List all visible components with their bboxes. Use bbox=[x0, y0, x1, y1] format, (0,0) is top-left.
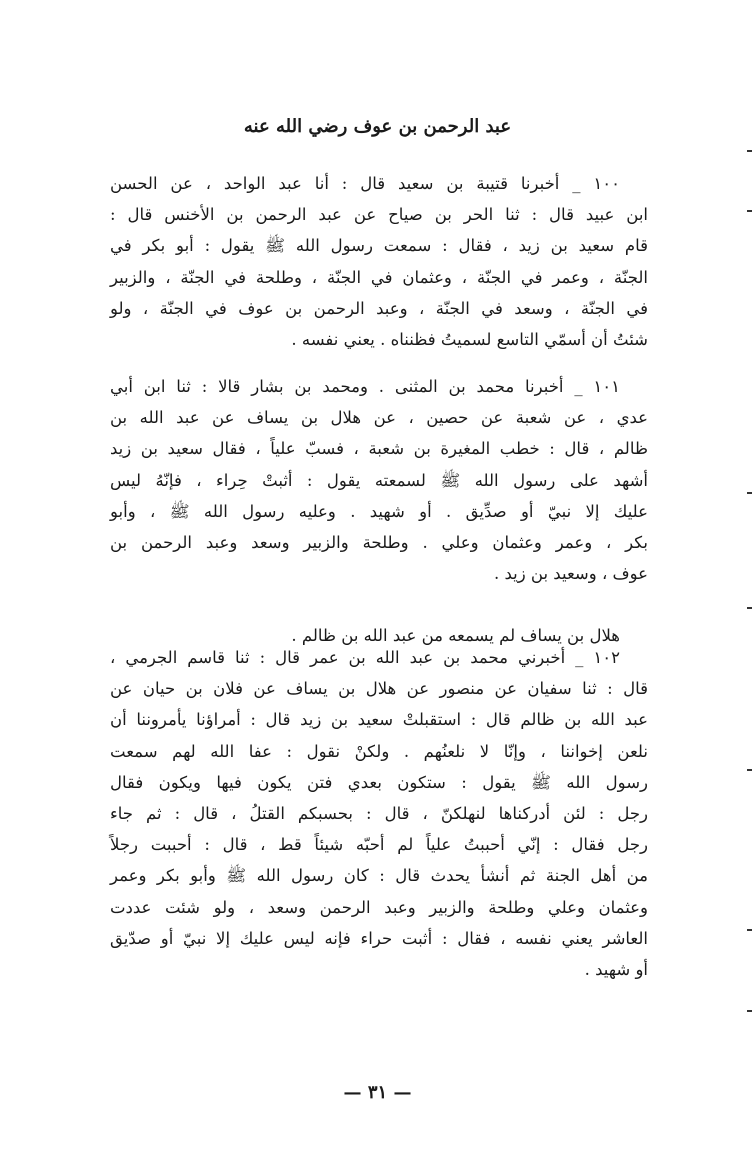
margin-mark bbox=[747, 607, 752, 609]
text-line: وعثمان وعلي وطلحة والزبير وعبد الرحمن وسعد ، ولو شئت عددت bbox=[110, 897, 648, 917]
text-line: الجنّة ، وعمر في الجنّة ، وعثمان في الجنّة ، وطلحة في الجنّة ، والزبير bbox=[110, 267, 648, 287]
text-line: عبد الله بن ظالم قال : استقبلتْ سعيد بن زيد قال : أمراؤنا يأمروننا أن bbox=[110, 710, 648, 730]
text-line: أو شهيد . bbox=[584, 959, 648, 979]
margin-mark bbox=[747, 150, 752, 152]
text-line: عليك إلا نبيّ أو صدِّيق . أو شهيد . وعليه رسول الله ﷺ ، وأبو bbox=[110, 501, 648, 521]
text-line: بكر ، وعمر وعثمان وعلي . وطلحة والزبير وسعد وعبد الرحمن بن bbox=[110, 532, 648, 552]
hadith-102 bbox=[110, 642, 648, 985]
margin-mark bbox=[747, 492, 752, 494]
text-line: قام سعيد بن زيد ، فقال : سمعت رسول الله ﷺ يقول : أبو بكر في bbox=[110, 236, 648, 256]
margin-mark bbox=[747, 929, 752, 931]
margin-mark bbox=[747, 769, 752, 771]
page-number: — ٣١ — bbox=[343, 1082, 412, 1103]
text-line: نلعن إخواننا ، وإنّا لا نلعنُهم . ولكنْ نقول : عفا الله لهم سمعت bbox=[110, 741, 648, 761]
text-line: رسول الله ﷺ يقول : ستكون بعدي فتن يكون فيها ويكون فقال bbox=[110, 772, 648, 792]
text-line: قال : ثنا سفيان عن منصور عن هلال بن يساف عن فلان بن حيان عن bbox=[110, 679, 648, 699]
hadith-100 bbox=[110, 168, 648, 355]
margin-mark bbox=[747, 1010, 752, 1012]
text-line: ظالم ، قال : خطب المغيرة بن شعبة ، فسبّ علياً ، فقال سعيد بن زيد bbox=[110, 439, 648, 459]
text-line: ١٠٠ _ أخبرنا قتيبة بن سعيد قال : أنا عبد الواحد ، عن الحسن bbox=[110, 174, 620, 193]
text-line: العاشر يعني نفسه ، فقال : أثبت حراء فإنه ليس عليك إلا نبيّ أو صدّيق bbox=[110, 928, 648, 948]
hadith-101 bbox=[110, 371, 648, 589]
text-line: ابن عبيد قال : ثنا الحر بن صياح عن عبد الرحمن بن الأخنس قال : bbox=[110, 205, 648, 225]
text-line: أشهد على رسول الله ﷺ لسمعته يقول : أثبتْ حِراء ، فإنّهُ ليس bbox=[110, 470, 648, 490]
text-line: عدي ، عن شعبة عن حصين ، عن هلال بن يساف عن عبد الله بن bbox=[110, 408, 648, 428]
text-line: شئتُ أن أسمّي التاسع لسميتُ فظنناه . يعني نفسه . bbox=[291, 329, 648, 349]
text-line: ١٠٢ _ أخبرني محمد بن عبد الله بن عمر قال : ثنا قاسم الجرمي ، bbox=[110, 648, 620, 667]
text-line: ١٠١ _ أخبرنا محمد بن المثنى . ومحمد بن بشار قالا : ثنا ابن أبي bbox=[110, 377, 620, 396]
section-title: عبد الرحمن بن عوف رضي الله عنه bbox=[243, 116, 512, 137]
note-line: هلال بن يساف لم يسمعه من عبد الله بن ظالم . bbox=[291, 626, 620, 645]
margin-mark bbox=[747, 210, 752, 212]
text-line: عوف ، وسعيد بن زيد . bbox=[493, 564, 648, 584]
text-line: من أهل الجنة ثم أنشأ يحدث قال : كان رسول الله ﷺ وأبو بكر وعمر bbox=[110, 866, 648, 886]
text-line: في الجنّة ، وسعد في الجنّة ، وعبد الرحمن بن عوف في الجنّة ، ولو bbox=[110, 298, 648, 318]
text-line: رجل فقال : إنّي أحببتُ علياً لم أحبّه شيئاً قط ، قال : أحببت رجلاً bbox=[110, 835, 648, 855]
text-line: رجل : لئن أدركناها لنهلكنّ ، قال : بحسبكم القتلُ ، قال : ثم جاء bbox=[110, 803, 648, 823]
